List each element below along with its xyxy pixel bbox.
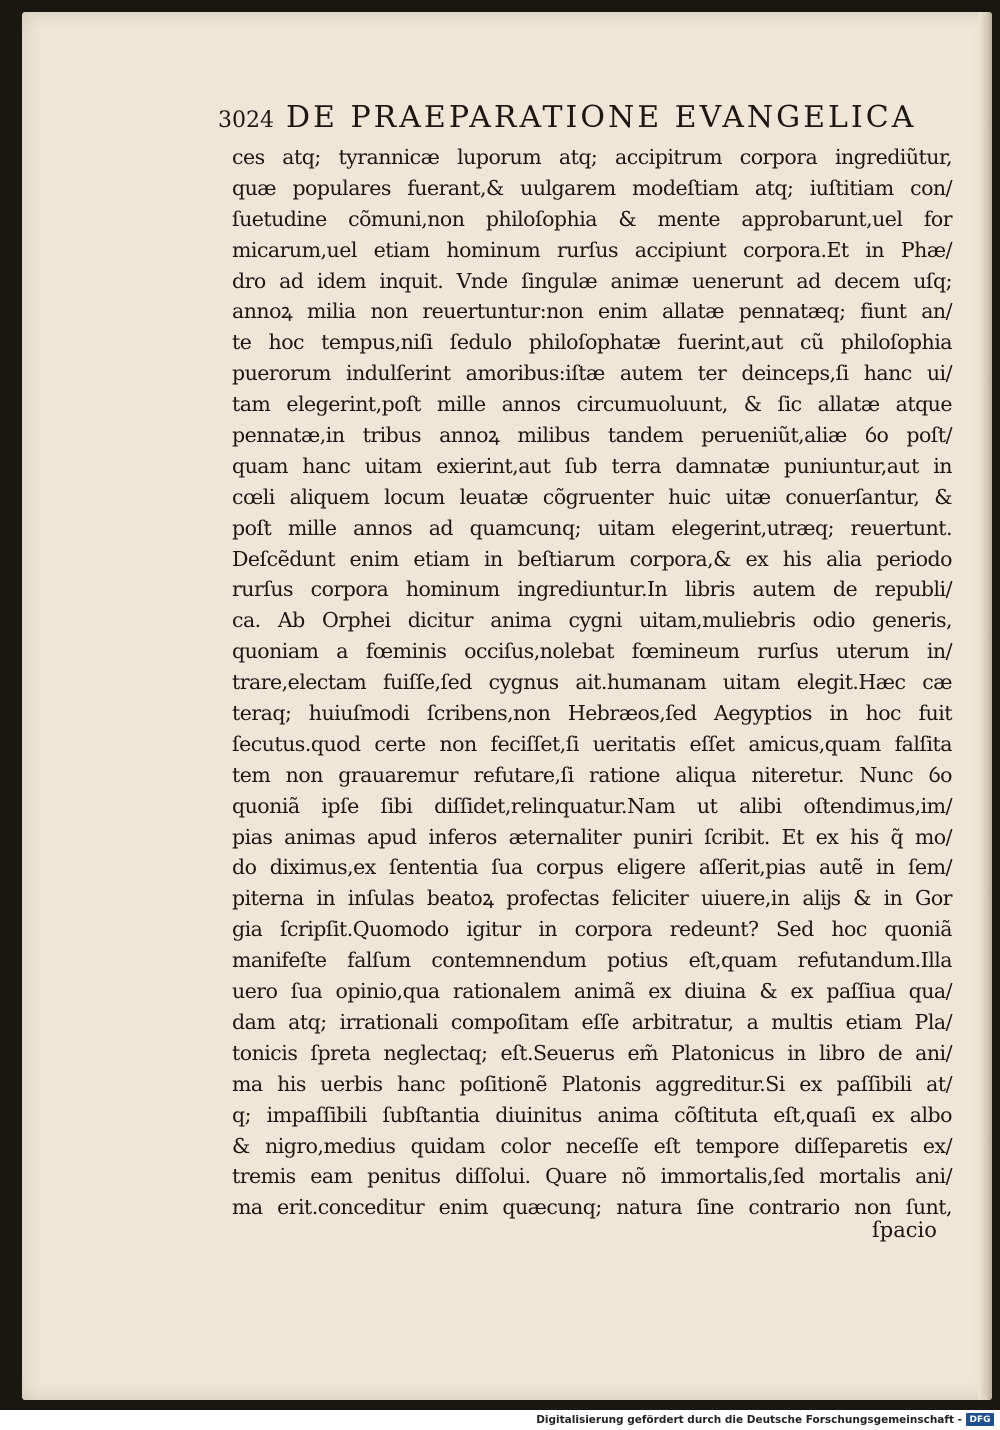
- text-line: uero ſua opinio,qua rationalem animã ex diuina & ex paſſiua qua/: [232, 979, 952, 1004]
- text-line: dam atq; irrationali compoſitam eſſe arbitratur, a multis etiam Pla/: [232, 1009, 952, 1034]
- text-line: trare,electam fuiſſe,ſed cygnus ait.humanam uitam elegit.Hæc cæ: [232, 670, 952, 695]
- text-line: ca. Ab Orphei dicitur anima cygni uitam,muliebris odio generis,: [232, 608, 952, 633]
- text-line: micarum,uel etiam hominum rurſus accipiunt corpora.Et in Phæ/: [232, 237, 952, 262]
- text-line: pennatæ,in tribus annoꝝ milibus tandem perueniũt,aliæ ỽo poſt/: [232, 423, 952, 448]
- text-line: quæ populares fuerant,& uulgarem modeſtiam atq; iuſtitiam con/: [232, 175, 952, 200]
- text-line: gia ſcripſit.Quomodo igitur in corpora redeunt? Sed hoc quoniã: [232, 917, 952, 942]
- text-line: ma his uerbis hanc poſitionẽ Platonis aggreditur.Si ex paſſibili at/: [232, 1071, 952, 1096]
- text-line: Deſcẽdunt enim etiam in beſtiarum corpora,& ex his alia periodo: [232, 546, 952, 571]
- text-line: quoniam a fœminis occiſus,nolebat fœmineum rurſus uterum in/: [232, 639, 952, 664]
- text-line: ſecutus.quod certe non feciſſet,ſi ueritatis eſſet amicus,quam falſita: [232, 731, 952, 756]
- body-text: [232, 142, 952, 1223]
- text-line: pias animas apud inferos æternaliter puniri ſcribit. Et ex his q̃ mo/: [232, 824, 952, 849]
- text-line: q; impaſſibili ſubſtantia diuinitus anima cõſtituta eſt,quaſi ex albo: [232, 1102, 952, 1127]
- catchword: ſpacio: [872, 1218, 937, 1242]
- text-line: piterna in inſulas beatoꝝ profectas feliciter uiuere,in alĳs & in Gor: [232, 886, 952, 911]
- dfg-logo: DFG: [966, 1413, 994, 1426]
- text-line: quam hanc uitam exierint,aut ſub terra damnatæ puniuntur,aut in: [232, 453, 952, 478]
- text-line: cœli aliquem locum leuatæ cõgruenter huic uitæ conuerſantur, &: [232, 484, 952, 509]
- text-line: ma erit.conceditur enim quæcunq; natura ſine contrario non ſunt,: [232, 1195, 952, 1220]
- page-edge: [978, 12, 992, 1400]
- digitization-credit: Digitalisierung gefördert durch die Deutsche Forschungsgemeinschaft -: [536, 1414, 962, 1426]
- text-line: puerorum indulſerint amoribus:iſtæ autem ter deinceps,ſi hanc ui/: [232, 361, 952, 386]
- text-line: tonicis ſpreta neglectaq; eſt.Seuerus em̃ Platonicus in libro de ani/: [232, 1040, 952, 1065]
- text-line: ces atq; tyrannicæ luporum atq; accipitrum corpora ingrediũtur,: [232, 145, 952, 169]
- text-line: tem non grauaremur refutare,ſi ratione aliqua niteretur. Nunc ỽo: [232, 762, 952, 787]
- text-line: teraq; huiuſmodi ſcribens,non Hebræos,ſed Aegyptios in hoc fuit: [232, 701, 952, 726]
- text-line: te hoc tempus,niſi ſedulo philoſophatæ fuerint,aut cũ philoſophia: [232, 330, 952, 355]
- text-line: quoniã ipſe ſibi diſſidet,relinquatur.Nam ut alibi oſtendimus,im/: [232, 793, 952, 818]
- text-line: & nigro,medius quidam color neceſſe eſt tempore diſſeparetis ex/: [232, 1133, 952, 1158]
- text-line: annoꝝ milia non reuertuntur:non enim allatæ pennatæq; fiunt an/: [232, 299, 952, 324]
- text-line: rurſus corpora hominum ingrediuntur.In libris autem de republi/: [232, 577, 952, 602]
- text-line: tam elegerint,poſt mille annos circumuoluunt, & ſic allatæ atque: [232, 392, 952, 417]
- page-header: [218, 100, 948, 144]
- text-line: ſuetudine cõmuni,non philoſophia & mente approbarunt,uel for: [232, 206, 952, 231]
- page-number: 3024: [218, 108, 274, 133]
- text-line: poſt mille annos ad quamcunq; uitam elegerint,utræq; reuertunt.: [232, 515, 952, 540]
- text-line: do diximus,ex ſententia ſua corpus eligere aſſerit,pias autẽ in ſem/: [232, 855, 952, 880]
- running-head: DE PRAEPARATIONE EVANGELICA: [286, 100, 917, 135]
- text-line: manifeſte falſum contemnendum potius eſt,quam refutandum.Illa: [232, 948, 952, 973]
- text-line: tremis eam penitus diſſolui. Quare nõ immortalis,ſed mortalis ani/: [232, 1164, 952, 1189]
- text-line: dro ad idem inquit. Vnde ſingulæ animæ uenerunt ad decem uſq;: [232, 268, 952, 293]
